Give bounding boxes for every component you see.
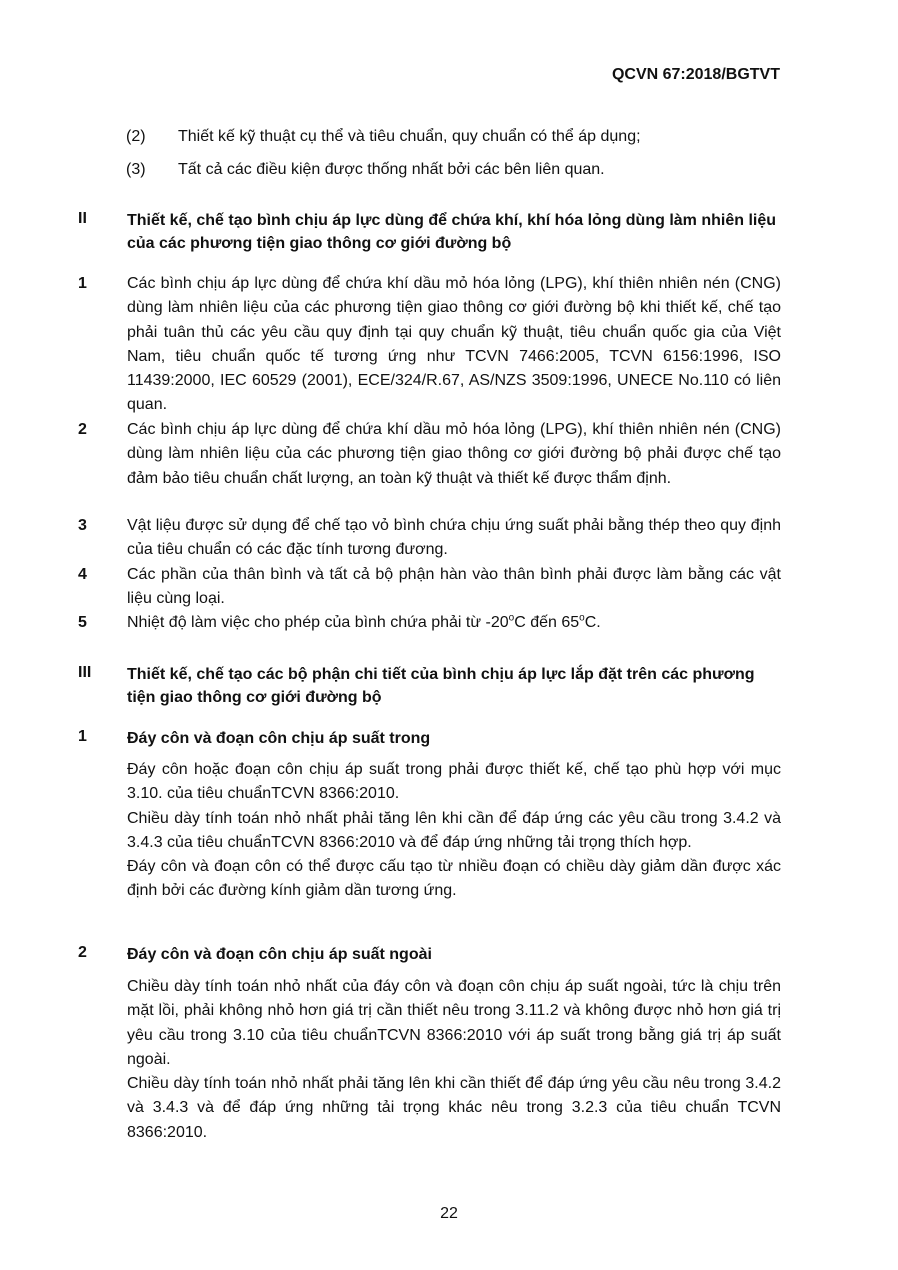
paragraph: Đáy côn hoặc đoạn côn chịu áp suất trong phải được thiết kế, chế tạo phù hợp với mục 3.10. của tiêu chuẩnTCVN 8366:2010. bbox=[127, 761, 781, 803]
item-text: Thiết kế kỹ thuật cụ thể và tiêu chuẩn, quy chuẩn có thể áp dụng; bbox=[178, 128, 641, 145]
subsection-body bbox=[127, 975, 781, 1145]
section-number: III bbox=[78, 664, 92, 681]
page-number: 22 bbox=[440, 1205, 458, 1222]
item-text: Vật liệu được sử dụng để chế tạo vỏ bình chứa chịu ứng suất phải bằng thép theo quy định của tiêu chuẩn có các đặc tính tương đương. bbox=[127, 517, 781, 559]
item-number: 4 bbox=[78, 566, 87, 583]
section-title: Thiết kế, chế tạo các bộ phận chi tiết của bình chịu áp lực lắp đặt trên các phương tiện giao thông cơ giới đường bộ bbox=[127, 666, 755, 706]
document-code: QCVN 67:2018/BGTVT bbox=[611, 66, 780, 83]
item-text: Tất cả các điều kiện được thống nhất bởi các bên liên quan. bbox=[178, 161, 605, 178]
item-number: 2 bbox=[78, 421, 87, 438]
section-number: II bbox=[78, 210, 87, 227]
item-number: (3) bbox=[126, 161, 146, 178]
paragraph: Đáy côn và đoạn côn có thể được cấu tạo từ nhiều đoạn có chiều dày giảm dần được xác định bởi các đường kính giảm dần tương ứng. bbox=[127, 858, 781, 900]
section-title: Thiết kế, chế tạo bình chịu áp lực dùng để chứa khí, khí hóa lỏng dùng làm nhiên liệu của các phương tiện giao thông cơ giới đường bộ bbox=[127, 212, 777, 252]
item-text: Các phần của thân bình và tất cả bộ phận hàn vào thân bình phải được làm bằng các vật liệu cùng loại. bbox=[127, 566, 781, 608]
item-text: Các bình chịu áp lực dùng để chứa khí dầu mỏ hóa lỏng (LPG), khí thiên nhiên nén (CNG) dùng làm nhiên liệu của các phương tiện giao thông cơ giới đường bộ phải được chế tạo đảm bảo tiêu chuẩn chất lượng, an toàn kỹ thuật và thiết kế được thẩm định. bbox=[127, 421, 781, 487]
subsection-title: Đáy côn và đoạn côn chịu áp suất trong bbox=[127, 730, 431, 747]
item-number: (2) bbox=[126, 128, 146, 145]
item-text: Nhiệt độ làm việc cho phép của bình chứa phải từ -20$^o$C đến 65$^o$C. bbox=[127, 612, 601, 631]
item-number: 1 bbox=[78, 275, 87, 292]
item-number: 2 bbox=[78, 944, 87, 961]
item-number: 1 bbox=[78, 728, 87, 745]
subsection-body bbox=[127, 758, 781, 904]
item-text: Các bình chịu áp lực dùng để chứa khí dầu mỏ hóa lỏng (LPG), khí thiên nhiên nén (CNG) dùng làm nhiên liệu của các phương tiện giao thông cơ giới đường bộ khi thiết kế, chế tạo phải tuân thủ các yêu cầu quy định tại quy chuẩn kỹ thuật, tiêu chuẩn quốc gia của Việt Nam, tiêu chuẩn quốc tế tương ứng như TCVN 7466:2005, TCVN 6156:1996, ISO 11439:2000, IEC 60529 (2001), ECE/324/R.67, AS/NZS 3509:1996, UNECE No.110 có liên quan. bbox=[127, 275, 781, 414]
item-number: 3 bbox=[78, 517, 87, 534]
paragraph: Chiều dày tính toán nhỏ nhất phải tăng lên khi cần để đáp ứng các yêu cầu trong 3.4.2 và 3.4.3 của tiêu chuẩnTCVN 8366:2010 và để đáp ứng những tải trọng thích hợp. bbox=[127, 809, 781, 851]
item-number: 5 bbox=[78, 614, 87, 631]
paragraph: Chiều dày tính toán nhỏ nhất của đáy côn và đoạn côn chịu áp suất ngoài, tức là chịu trên mặt lồi, phải không nhỏ hơn giá trị cần thiết nêu trong 3.11.2 và không được nhỏ hơn giá trị yêu cầu trong 3.10 của tiêu chuẩnTCVN 8366:2010 với áp suất trong bằng giá trị áp suất ngoài. bbox=[127, 978, 781, 1068]
subsection-title: Đáy côn và đoạn côn chịu áp suất ngoài bbox=[127, 946, 432, 963]
paragraph: Chiều dày tính toán nhỏ nhất phải tăng lên khi cần thiết để đáp ứng yêu cầu nêu trong 3.4.2 và 3.4.3 và để đáp ứng những tải trọng khác nêu trong 3.2.3 của tiêu chuẩn TCVN 8366:2010. bbox=[127, 1075, 781, 1141]
